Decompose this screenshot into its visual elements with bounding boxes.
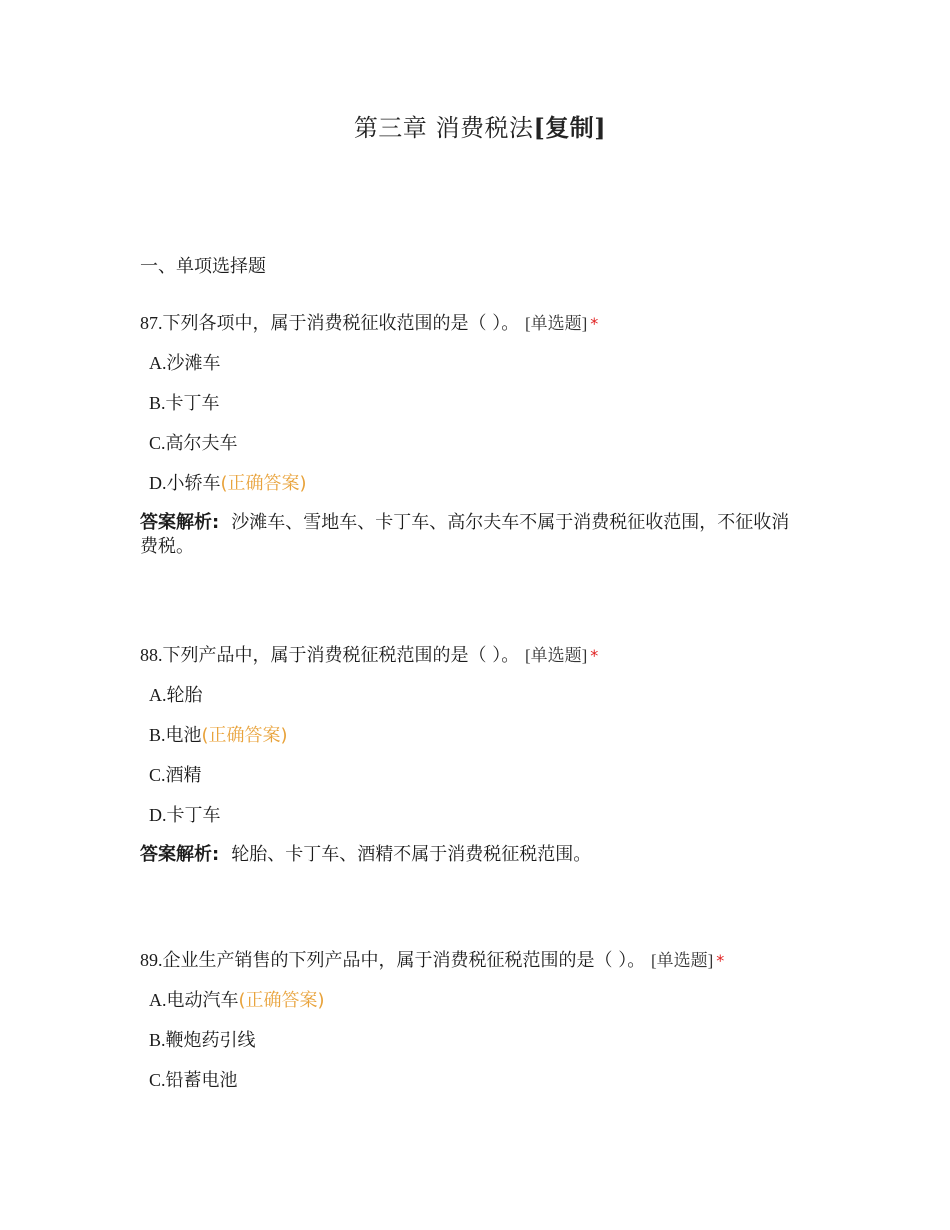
required-marker: * [590,314,599,333]
option-letter: C. [149,433,166,453]
option-c [149,763,820,787]
option-text: 沙滩车 [166,353,221,374]
question-stem [140,643,820,667]
correct-answer-tag: (正确答案) [238,990,325,1011]
option-letter: C. [149,1070,166,1090]
required-marker: * [590,646,599,665]
analysis-text: 轮胎、卡丁车、酒精不属于消费税征税范围。 [231,844,592,865]
question-text: 下列产品中，属于消费税征税范围的是（ ）。 [162,645,520,666]
option-b [149,1028,820,1052]
option-a [149,683,820,707]
question-89 [140,948,820,1092]
option-text: 电动汽车 [166,990,239,1011]
option-letter: B. [149,725,166,745]
option-b [149,723,820,747]
option-b [149,391,820,415]
question-type: [单选题] [650,951,714,970]
option-text: 铅蓄电池 [165,1070,238,1091]
option-letter: A. [149,990,167,1010]
option-c [149,1068,820,1092]
title-main: 第三章 消费税法 [353,114,534,142]
option-letter: D. [149,805,167,825]
option-text: 卡丁车 [165,393,220,414]
page-title [0,108,950,143]
option-text: 酒精 [165,765,202,786]
analysis-label: 答案解析: [140,844,220,865]
option-letter: B. [149,1030,166,1050]
section-heading: 一、单项选择题 [140,256,266,277]
title-suffix: [复制] [533,113,607,142]
question-stem [140,311,820,335]
option-letter: C. [149,765,166,785]
question-text: 企业生产销售的下列产品中，属于消费税征税范围的是（ ）。 [162,950,646,971]
option-letter: A. [149,685,167,705]
correct-answer-tag: (正确答案) [220,473,307,494]
option-text: 小轿车 [166,473,221,494]
analysis-label: 答案解析: [140,512,220,533]
option-letter: D. [149,473,167,493]
question-number: 89. [140,950,163,970]
question-stem [140,948,820,972]
question-text: 下列各项中，属于消费税征收范围的是（ ）。 [162,313,520,334]
answer-analysis [140,511,805,559]
question-type: [单选题] [524,646,588,665]
option-text: 电池 [165,725,202,746]
answer-analysis [140,843,805,867]
option-text: 卡丁车 [166,805,221,826]
option-text: 轮胎 [166,685,203,706]
option-d [149,471,820,495]
correct-answer-tag: (正确答案) [201,725,288,746]
question-88 [140,643,820,867]
option-d [149,803,820,827]
question-type: [单选题] [524,314,588,333]
option-text: 鞭炮药引线 [165,1030,256,1051]
required-marker: * [716,951,725,970]
option-c [149,431,820,455]
question-87 [140,311,820,559]
option-a [149,988,820,1012]
option-letter: A. [149,353,167,373]
analysis-text: 沙滩车、雪地车、卡丁车、高尔夫车不属于消费税征收范围，不征收消费税。 [140,512,790,557]
question-number: 87. [140,313,163,333]
option-a [149,351,820,375]
option-text: 高尔夫车 [165,433,238,454]
question-number: 88. [140,645,163,665]
option-letter: B. [149,393,166,413]
